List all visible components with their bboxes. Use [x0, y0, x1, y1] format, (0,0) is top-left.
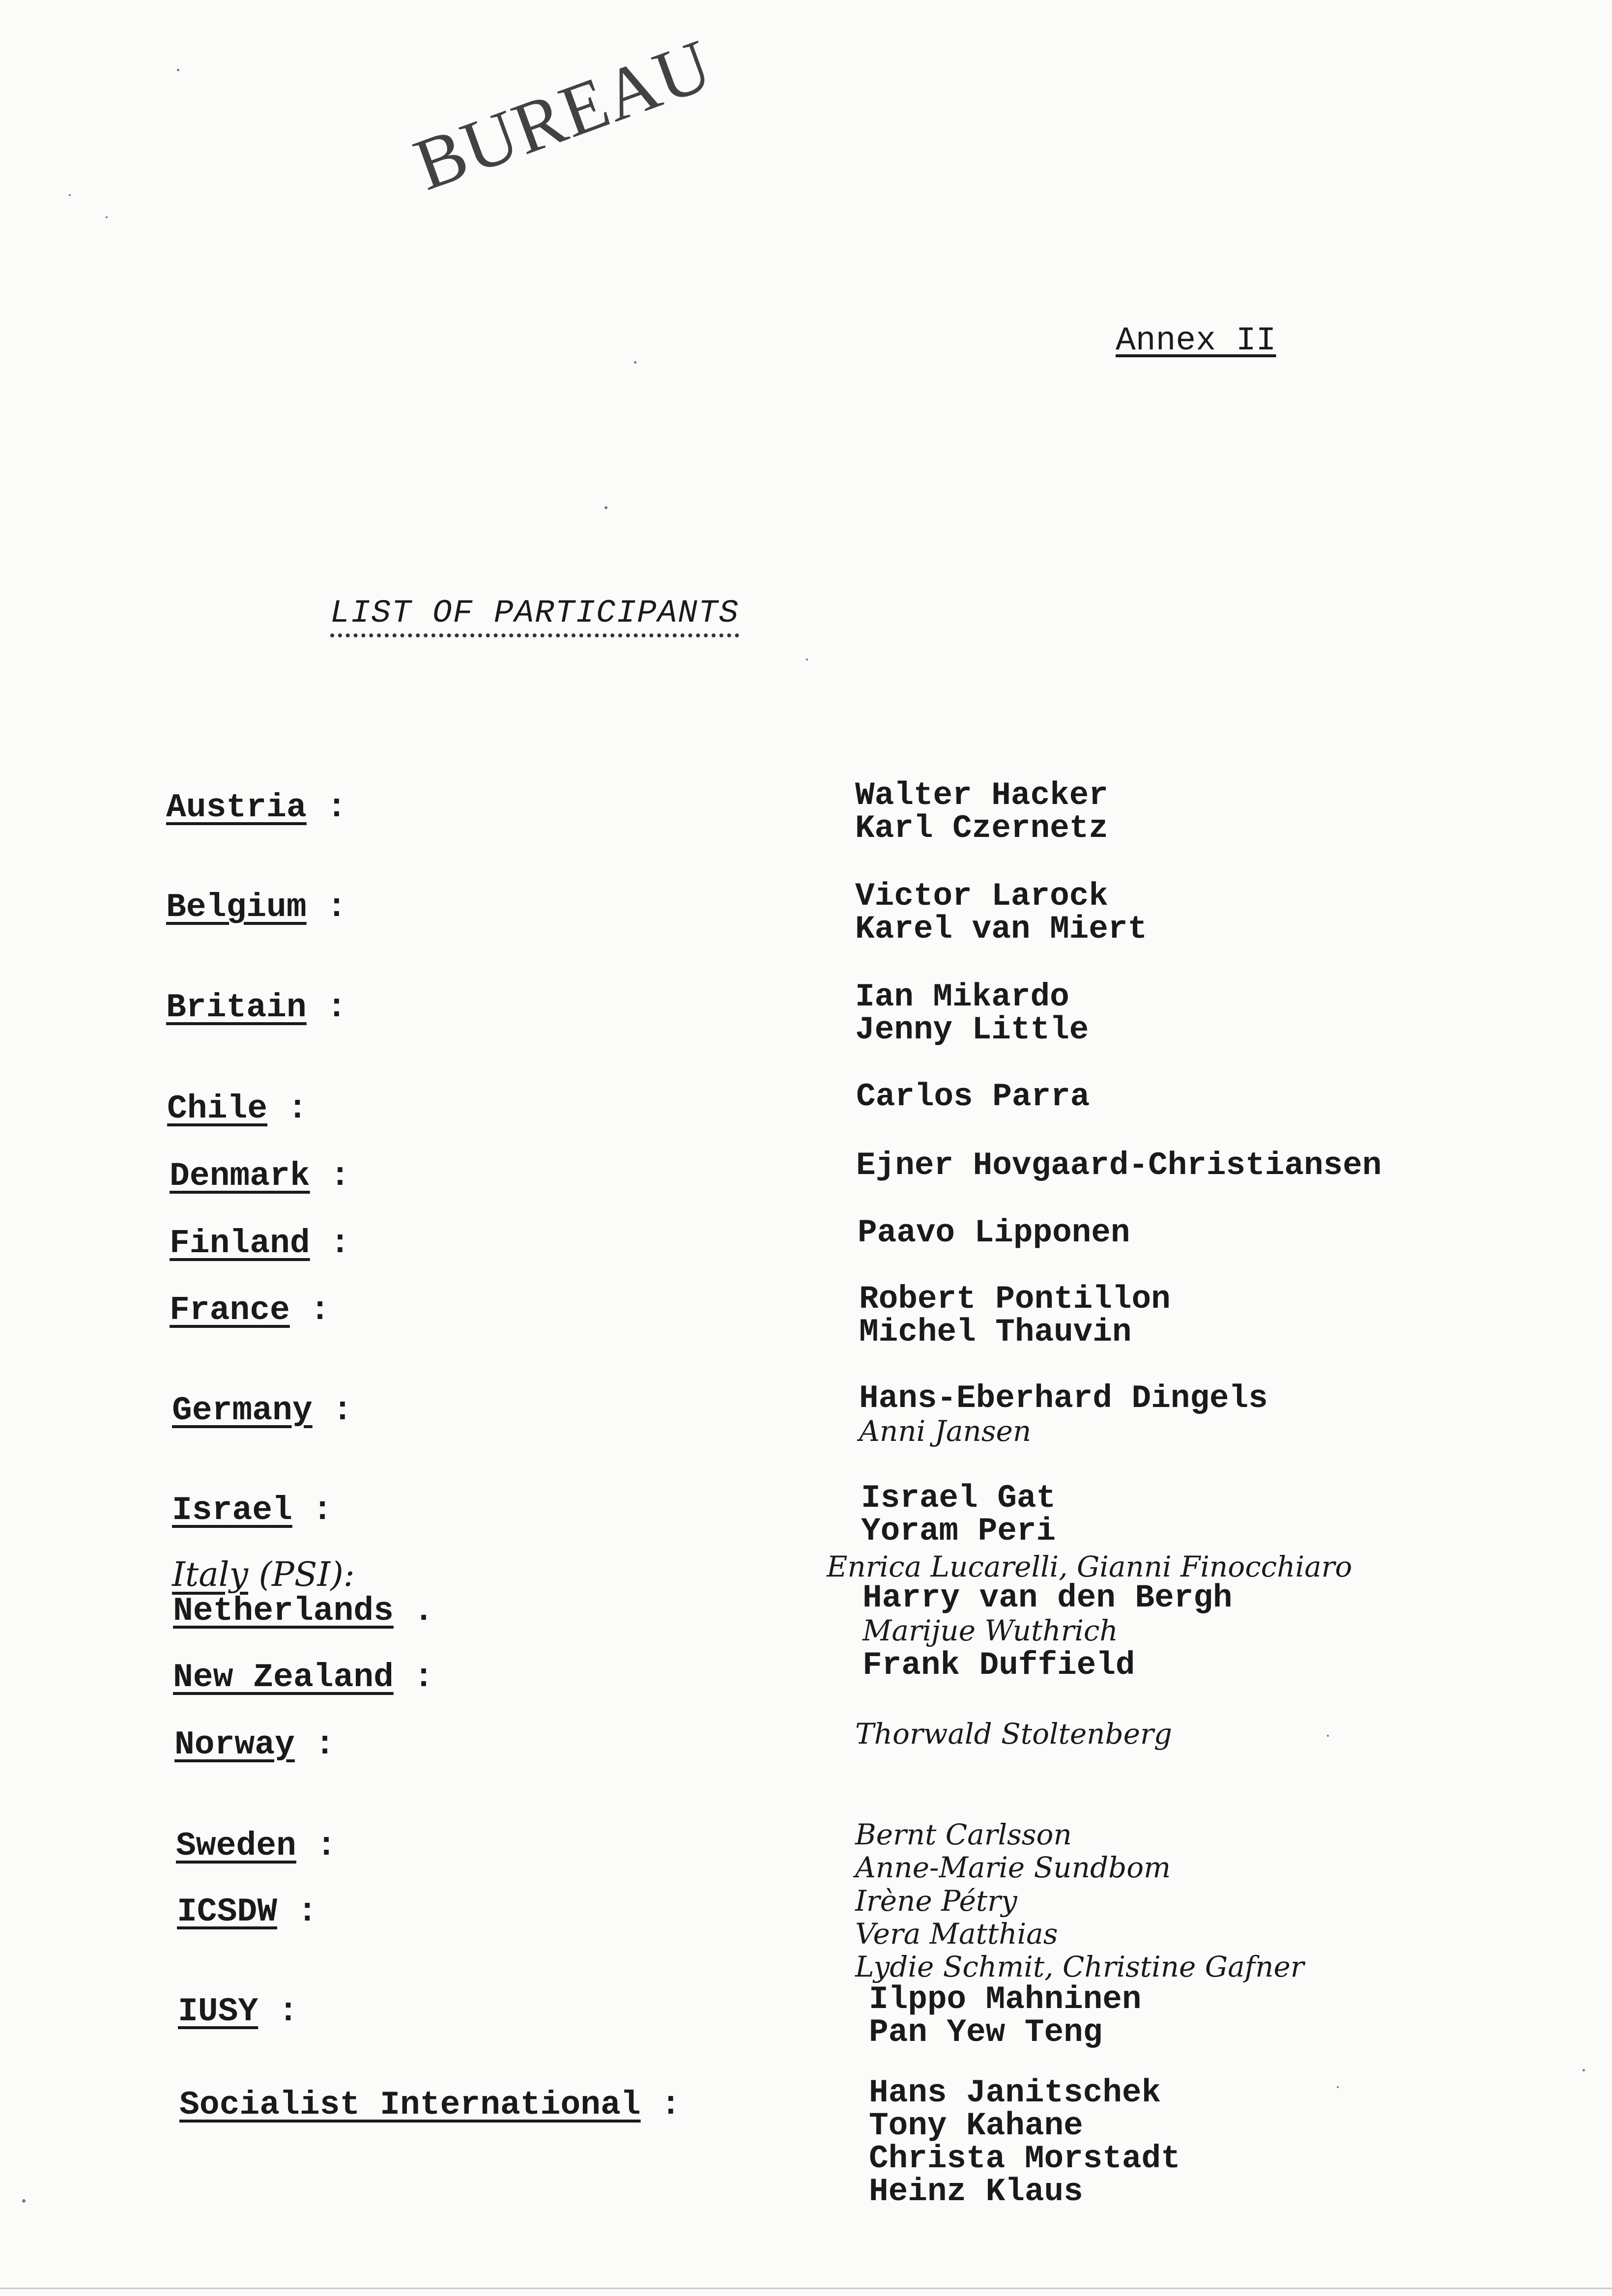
participant-name: Christa Morstadt: [869, 2140, 1180, 2177]
country-suffix: :: [258, 1993, 298, 2031]
scan-speck: [1327, 1735, 1329, 1737]
participant-name: Carlos Parra: [856, 1078, 1090, 1115]
participant-name: Ian Mikardo: [855, 978, 1069, 1015]
country-name: Austria: [166, 789, 307, 827]
participant-name: Victor Larock: [855, 878, 1108, 915]
participant-name: Jenny Little: [855, 1011, 1089, 1048]
country-label: [173, 1659, 434, 1696]
country-suffix: :: [310, 1225, 350, 1263]
country-label: [166, 989, 346, 1027]
participant-names: [855, 1818, 1171, 1884]
country-name: Sweden: [176, 1827, 296, 1865]
participant-name: Frank Duffield: [863, 1647, 1135, 1684]
participant-name-handwritten: Anni Jansen: [859, 1414, 1032, 1448]
country-suffix: :: [306, 889, 347, 926]
participant-names: [856, 1080, 1090, 1113]
scan-speck: [634, 361, 636, 364]
country-label: [173, 1592, 434, 1630]
participant-name-handwritten: Thorwald Stoltenberg: [855, 1717, 1172, 1751]
bureau-stamp: BUREAU: [404, 24, 722, 206]
scan-speck: [1583, 2069, 1585, 2071]
scan-edge: [0, 2288, 1612, 2289]
country-name: Norway: [174, 1726, 295, 1764]
country-label: [167, 1090, 308, 1128]
participant-names: [855, 1718, 1172, 1751]
scan-speck: [22, 2199, 26, 2203]
participant-name: Ilppo Mahninen: [869, 1981, 1142, 2018]
participant-names: [861, 1482, 1056, 1548]
country-suffix: :: [296, 1827, 337, 1865]
participant-names: [869, 2076, 1180, 2208]
country-suffix: :: [310, 1157, 350, 1195]
participant-name-handwritten: Lydie Schmit, Christine Gafner: [855, 1950, 1304, 1983]
scan-speck: [806, 659, 808, 660]
country-name: Chile: [167, 1090, 268, 1128]
country-label: [176, 1827, 336, 1865]
country-name: France: [170, 1292, 290, 1329]
country-name: Italy: [172, 1555, 248, 1594]
country-suffix: :: [267, 1090, 308, 1128]
participant-names: [863, 1581, 1233, 1647]
country-name: Netherlands: [173, 1592, 394, 1630]
participant-name: Michel Thauvin: [859, 1314, 1132, 1350]
country-name: Finland: [170, 1225, 310, 1263]
participant-names: [863, 1649, 1135, 1682]
country-name: Belgium: [166, 889, 307, 926]
participant-name: Ejner Hovgaard-Christiansen: [856, 1147, 1382, 1184]
country-label: [166, 789, 346, 827]
country-name: Britain: [166, 989, 307, 1027]
participant-name: Israel Gat: [861, 1480, 1056, 1517]
participant-name: Harry van den Bergh: [863, 1579, 1233, 1616]
participant-name: Pan Yew Teng: [869, 2014, 1103, 2051]
country-label: [170, 1157, 350, 1195]
participant-names: [855, 1885, 1304, 1983]
country-name: ICSDW: [177, 1893, 278, 1931]
participant-name: Robert Pontillon: [859, 1281, 1171, 1318]
country-suffix: :: [306, 989, 347, 1027]
country-label: [172, 1555, 355, 1596]
participant-name: Heinz Klaus: [869, 2173, 1083, 2210]
country-label: [170, 1292, 330, 1329]
scan-speck: [69, 194, 71, 196]
participant-name: Hans-Eberhard Dingels: [859, 1380, 1268, 1417]
participant-names: [827, 1550, 1352, 1583]
scan-speck: [106, 216, 108, 218]
country-name: Israel: [172, 1492, 292, 1529]
country-label: [172, 1392, 352, 1430]
participant-names: [855, 980, 1089, 1046]
participant-name: Tony Kahane: [869, 2107, 1083, 2144]
country-name: New Zealand: [173, 1659, 394, 1696]
participant-name-handwritten: Anne-Marie Sundbom: [855, 1851, 1171, 1884]
participant-name-handwritten: Vera Matthias: [855, 1917, 1058, 1951]
participant-names: [859, 1382, 1268, 1448]
participant-names: [869, 1983, 1142, 2049]
country-name: Denmark: [170, 1157, 310, 1195]
participant-name: Karl Czernetz: [855, 810, 1108, 847]
country-suffix: :: [312, 1392, 353, 1430]
country-label: [177, 1893, 317, 1931]
page-title: LIST OF PARTICIPANTS: [330, 595, 739, 637]
country-suffix: (PSI):: [248, 1555, 355, 1594]
country-label: [166, 889, 346, 926]
participant-name: Yoram Peri: [861, 1513, 1056, 1550]
country-suffix: :: [306, 789, 347, 827]
participant-names: [855, 779, 1108, 845]
country-suffix: :: [277, 1893, 317, 1931]
scan-speck: [177, 69, 179, 71]
country-name: IUSY: [178, 1993, 259, 2031]
country-name: Socialist International: [179, 2086, 641, 2124]
participant-name: Paavo Lipponen: [858, 1214, 1130, 1251]
participant-name: Karel van Miert: [855, 911, 1148, 947]
country-suffix: :: [393, 1659, 434, 1696]
country-suffix: :: [292, 1492, 333, 1529]
country-label: [172, 1492, 332, 1529]
country-label: [174, 1726, 335, 1764]
participant-names: [858, 1216, 1130, 1249]
participant-name: Walter Hacker: [855, 777, 1108, 814]
country-label: [178, 1993, 298, 2031]
participant-name-handwritten: Enrica Lucarelli, Gianni Finocchiaro: [827, 1550, 1353, 1583]
country-name: Germany: [172, 1392, 313, 1430]
participant-names: [856, 1149, 1382, 1182]
participant-names: [855, 880, 1147, 946]
country-suffix: :: [294, 1726, 335, 1764]
participant-name-handwritten: Marijue Wuthrich: [863, 1614, 1118, 1647]
participant-name: Hans Janitschek: [869, 2074, 1161, 2111]
country-label: [179, 2086, 681, 2124]
participant-name-handwritten: Bernt Carlsson: [855, 1818, 1072, 1851]
country-suffix: :: [289, 1292, 330, 1329]
country-suffix: :: [640, 2086, 681, 2124]
country-label: [170, 1225, 350, 1263]
scan-speck: [604, 506, 607, 509]
annex-label: Annex II: [1116, 322, 1276, 360]
participant-names: [859, 1283, 1171, 1349]
country-suffix: .: [393, 1592, 434, 1630]
participant-name-handwritten: Irène Pétry: [855, 1884, 1017, 1918]
scan-speck: [1337, 2086, 1339, 2088]
